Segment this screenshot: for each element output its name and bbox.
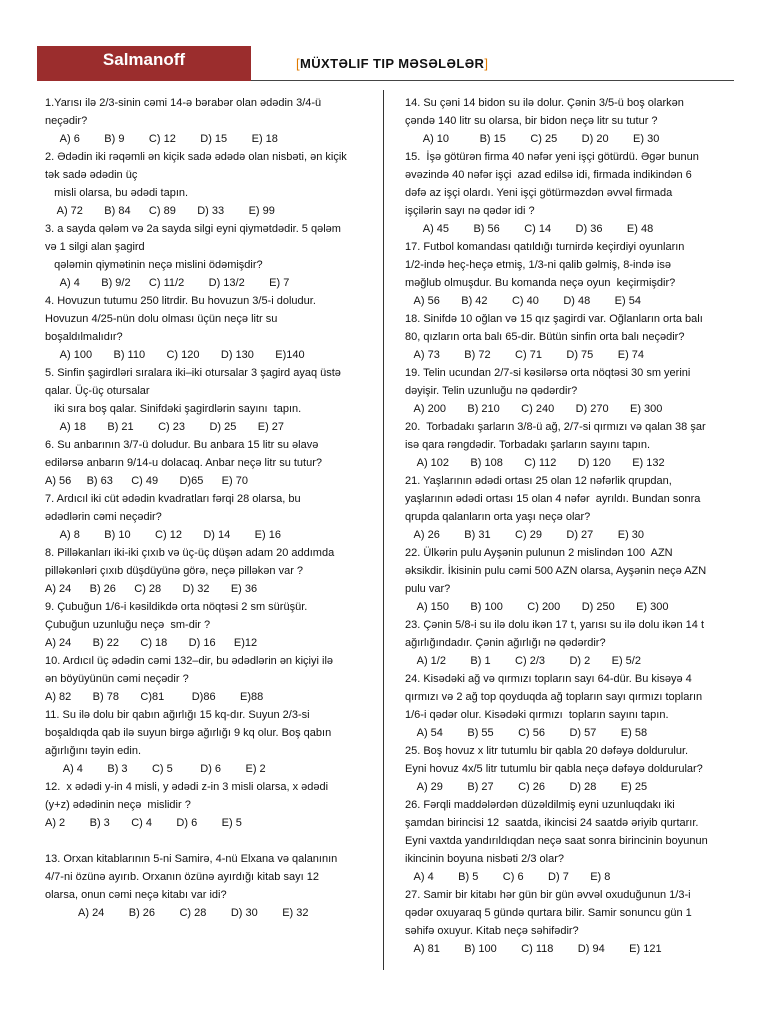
question: 6. Su anbarının 3/7-ü doludur. Bu anbara 15 litr su əlavə edilərsə anbarın 9/14-u dolacaq. Anbar neçə litr su tutur? [45,439,323,469]
answer-options: A) 102 B) 108 C) 112 D) 120 E) 132 [405,457,665,469]
answer-options: A) 24 B) 26 C) 28 D) 30 E) 32 [45,907,309,919]
question: 3. a sayda qələm və 2a sayda silgi eyni qiymətdədir. 5 qələm və 1 silgi alan şagird qələmin qiymətinin neçə mislini ödəmişdir? [45,223,341,271]
question: 2. Ədədin iki rəqəmli ən kiçik sadə ədədə olan nisbəti, ən kiçik tək sadə ədədin üç misli olarsa, bu ədədi tapın. [45,151,347,199]
right-column [405,94,730,958]
answer-options: A) 10 B) 15 C) 25 D) 20 E) 30 [405,133,660,145]
answer-options: A) 54 B) 55 C) 56 D) 57 E) 58 [405,727,648,739]
answer-options: A) 18 B) 21 C) 23 D) 25 E) 27 [45,421,285,433]
answer-options: A) 56 B) 63 C) 49 D)65 E) 70 [45,475,248,487]
answer-options: A) 100 B) 110 C) 120 D) 130 E)140 [45,349,305,361]
question: 21. Yaşlarının ədədi ortası 25 olan 12 nəfərlik qrupdan, yaşlarının ədədi ortası 15 olan 4 nəfər ayrıldı. Bundan sonra qrupda qalanların orta yaşı neçə olar? [405,475,701,523]
answer-options: A) 73 B) 72 C) 71 D) 75 E) 74 [405,349,645,361]
answer-options: A) 2 B) 3 C) 4 D) 6 E) 5 [45,817,242,829]
question: 25. Boş hovuz x litr tutumlu bir qabla 20 dəfəyə doldurulur. Eyni hovuz 4x/5 litr tutumlu bir qabla neçə dəfəyə doldurular? [405,745,703,775]
question: 15. İşə götürən firma 40 nəfər yeni işçi götürdü. Əgər bunun əvəzində 40 nəfər işçi azad edilsə idi, firmada indikindən 6 dəfə az işçi olardı. Yeni işçi götürməzdən əvvəl firmada işçilərin sayı nə qədər idi ? [405,151,699,217]
answer-options: A) 45 B) 56 C) 14 D) 36 E) 48 [405,223,654,235]
answer-options: A) 150 B) 100 C) 200 D) 250 E) 300 [405,601,669,613]
question: 13. Orxan kitablarının 5-ni Samirə, 4-nü Elxana və qalanının 4/7-ni özünə ayırıb. Orxanın özünə ayırdığı kitab sayı 12 olarsa, onun cəmi neçə kitabı var idi? [45,853,338,901]
question: 20. Torbadakı şarların 3/8-ü ağ, 2/7-si qırmızı və qalan 38 şar isə qara rəngdədir. Torbadakı şarların sayını tapın. [405,421,706,451]
question: 12. x ədədi y-in 4 misli, y ədədi z-in 3 misli olarsa, x ədədi (y+z) ədədinin neçə mislidir ? [45,781,329,811]
header-rule [251,80,734,81]
question: 5. Sinfin şagirdləri sıralara iki–iki otursalar 3 şagird ayaq üstə qalar. Üç-üç otursalar iki sıra boş qalar. Sinifdəki şagirdlərin sayını tapın. [45,367,341,415]
question: 14. Su çəni 14 bidon su ilə dolur. Çənin 3/5-ü boş olarkən çəndə 140 litr su olarsa, bir bidon neçə litr su tutur ? [405,97,684,127]
answer-options: A) 82 B) 78 C)81 D)86 E)88 [45,691,264,703]
answer-options: A) 29 B) 27 C) 26 D) 28 E) 25 [405,781,648,793]
title-text: MÜXTƏLIF TIP MƏSƏLƏLƏR [300,56,485,71]
question: 17. Futbol komandası qatıldığı turnirdə keçirdiyi oyunların 1/2-ində heç-heçə etmiş, 1/3-ni qalib gəlmiş, 8-ində isə məğlub olmuşdur. Bu komanda neçə oyun keçirmişdir? [405,241,685,289]
question: 26. Fərqli maddələrdən düzəldilmiş eyni uzunluqdakı iki şamdan birincisi 12 saatda, ikincisi 24 saatdə əriyib qurtarır. Eyni vaxtda yandırıldıqdan neçə saat sonra birincinin boyunun ikincinin boyuna nisbəti 2/3 olar? [405,799,708,865]
answer-options: A) 1/2 B) 1 C) 2/3 D) 2 E) 5/2 [405,655,641,667]
answer-options: A) 56 B) 42 C) 40 D) 48 E) 54 [405,295,641,307]
answer-options: A) 8 B) 10 C) 12 D) 14 E) 16 [45,529,281,541]
question: 7. Ardıcıl iki cüt ədədin kvadratları fərqi 28 olarsa, bu ədədlərin cəmi neçədir? [45,493,301,523]
question: 11. Su ilə dolu bir qabın ağırlığı 15 kq-dır. Suyun 2/3-si boşaldıqda qab ilə suyun birgə ağırlığı 9 kq olur. Boş qabın ağırlığını təyin edin. [45,709,332,757]
question: 19. Telin ucundan 2/7-si kəsilərsə orta nöqtəsi 30 sm yerini dəyişir. Telin uzunluğu nə qədərdir? [405,367,691,397]
question: 27. Samir bir kitabı hər gün bir gün əvvəl oxuduğunun 1/3-i qədər oxuyaraq 5 gündə qurtara bilir. Samir sonuncu gün 1 səhifə oxuyur. Kitab neçə səhifədir? [405,889,692,937]
question: 4. Hovuzun tutumu 250 litrdir. Bu hovuzun 3/5-i doludur. Hovuzun 4/25-nün dolu olması üçün neçə litr su boşaldılmalıdır? [45,295,316,343]
answer-options: A) 6 B) 9 C) 12 D) 15 E) 18 [45,133,278,145]
question: 23. Çənin 5/8-i su ilə dolu ikən 17 t, yarısı su ilə dolu ikən 14 t ağırlığındadır. Çənin ağırlığı nə qədərdir? [405,619,705,649]
question: 9. Çubuğun 1/6-i kəsildikdə orta nöqtəsi 2 sm sürüşür. Çubuğun uzunluğu neçə sm-dir ? [45,601,308,631]
column-divider [383,90,384,970]
answer-options: A) 200 B) 210 C) 240 D) 270 E) 300 [405,403,663,415]
answer-options: A) 4 B) 9/2 C) 11/2 D) 13/2 E) 7 [45,277,290,289]
answer-options: A) 4 B) 5 C) 6 D) 7 E) 8 [405,871,611,883]
question: 24. Kisədəki ağ və qırmızı topların sayı 64-dür. Bu kisəyə 4 qırmızı və 2 ağ top qoyduqda ağ topların sayı qırmızı topların 1/6-i qədər olur. Kisədəki qırmızı topların sayını tapın. [405,673,703,721]
question: 22. Ülkərin pulu Ayşənin pulunun 2 mislindən 100 AZN əksikdir. İkisinin pulu cəmi 500 AZN olarsa, Ayşənin neçə AZN pulu var? [405,547,707,595]
brand-name: Salmanoff [102,50,186,69]
section-title [296,56,488,71]
left-column [45,94,375,922]
question: 18. Sinifdə 10 oğlan və 15 qız şagirdi var. Oğlanların orta balı 80, qızların orta balı 65-dir. Bütün sinfin orta balı neçədir? [405,313,703,343]
answer-options: A) 81 B) 100 C) 118 D) 94 E) 121 [405,943,662,955]
answer-options: A) 72 B) 84 C) 89 D) 33 E) 99 [45,205,275,217]
question: 8. Pilləkanları iki-iki çıxıb və üç-üç düşən adam 20 addımda pilləkənləri çıxıb düşdüyünə görə, neçə pilləkən var ? [45,547,335,577]
answer-options: A) 4 B) 3 C) 5 D) 6 E) 2 [45,763,266,775]
answer-options: A) 24 B) 22 C) 18 D) 16 E)12 [45,637,258,649]
question: 10. Ardıcıl üç ədədin cəmi 132–dir, bu ədədlərin ən kiçiyi ilə ən böyüyünün cəmi neçədir ? [45,655,334,685]
answer-options: A) 26 B) 31 C) 29 D) 27 E) 30 [405,529,645,541]
title-close-bracket: ] [484,56,489,71]
title-open-bracket: [ [296,56,301,71]
question: 1.Yarısı ilə 2/3-sinin cəmi 14-ə bərabər olan ədədin 3/4-ü neçədir? [45,97,322,127]
answer-options: A) 24 B) 26 C) 28 D) 32 E) 36 [45,583,258,595]
